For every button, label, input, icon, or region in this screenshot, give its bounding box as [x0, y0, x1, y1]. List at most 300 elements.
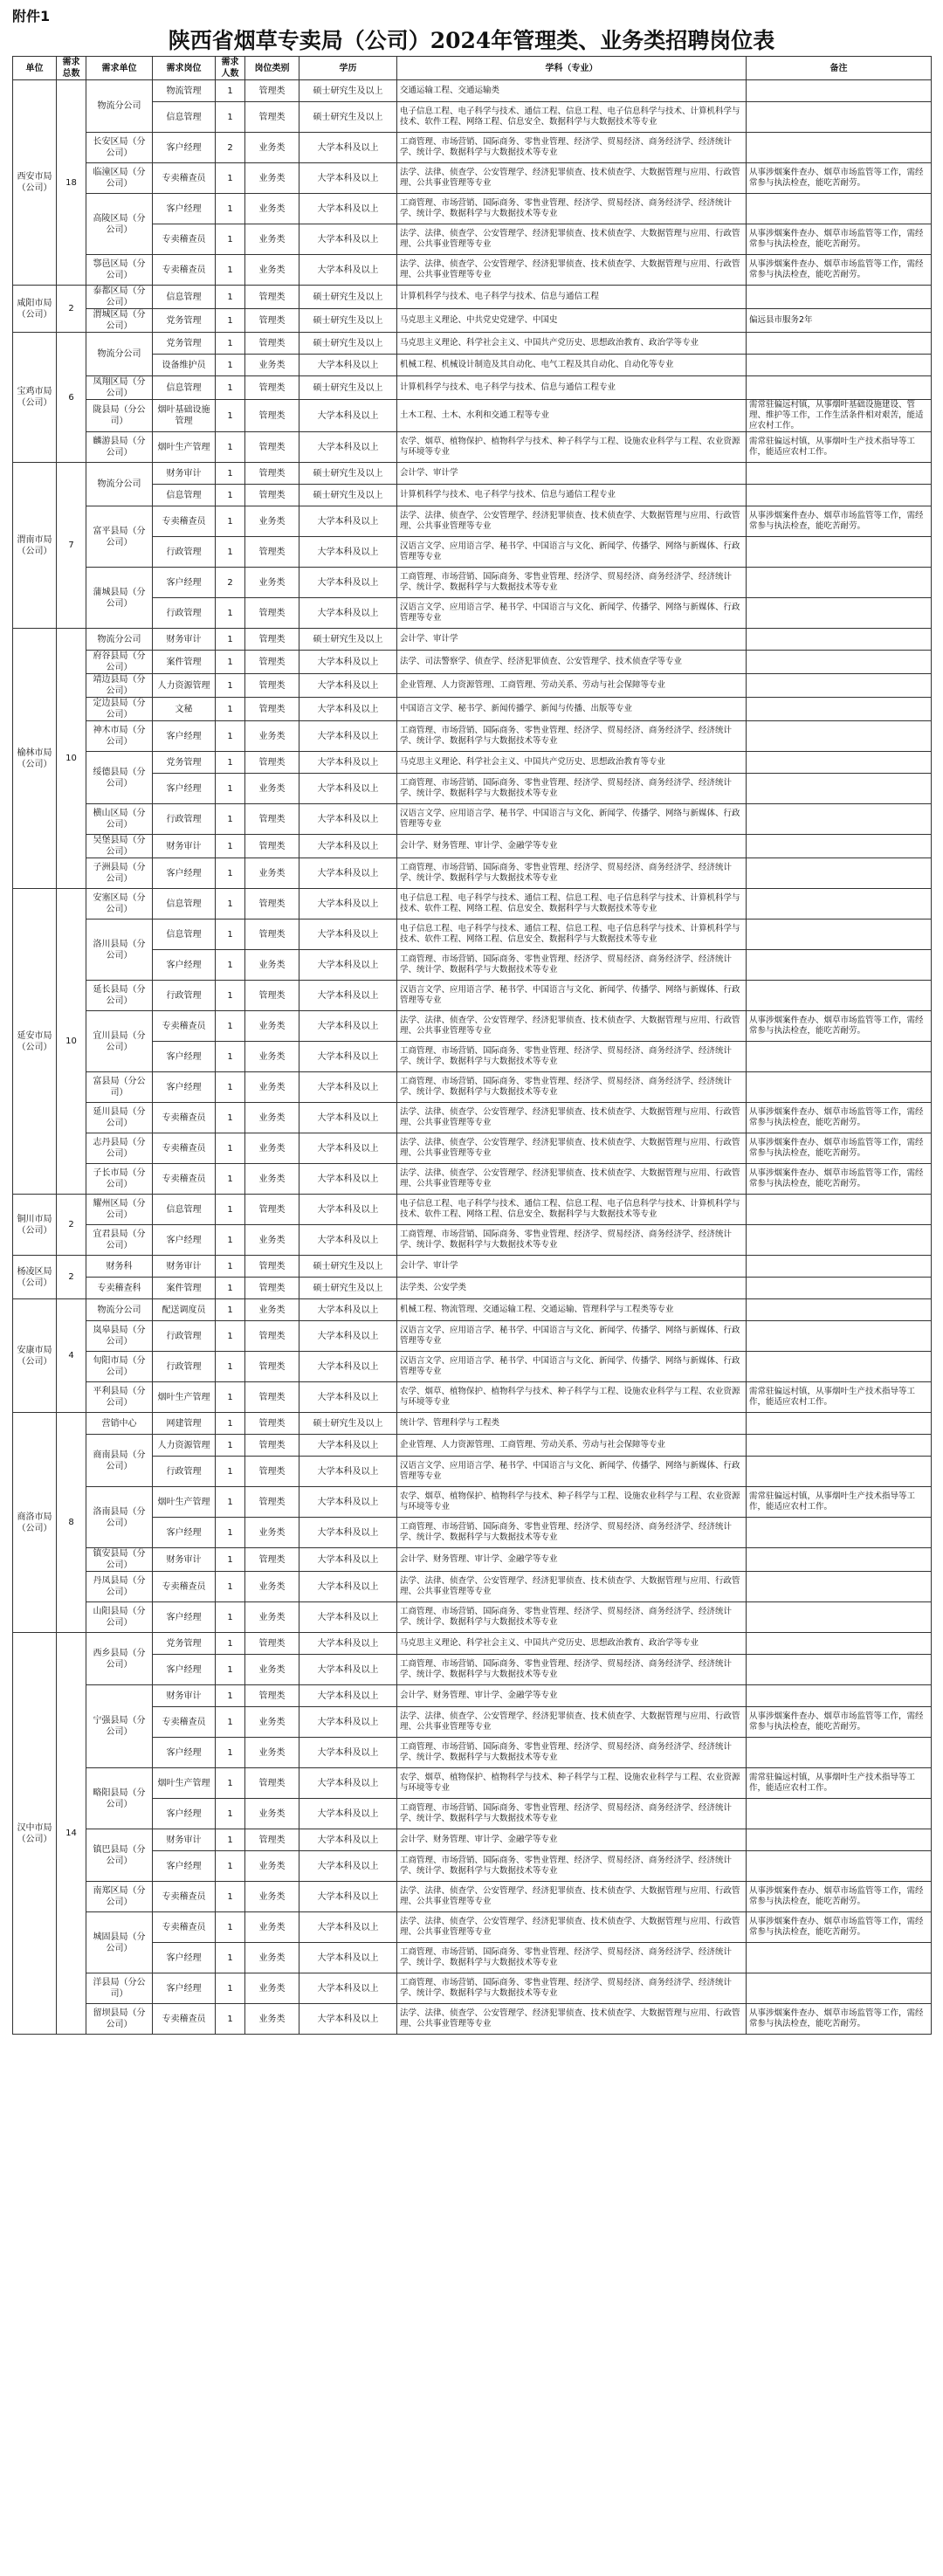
table-row — [13, 376, 932, 400]
position-cell: 客户经理 — [153, 568, 216, 598]
unit-cell: 铜川市局（公司） — [13, 1195, 57, 1256]
major-cell: 法学、法律、侦查学、公安管理学、经济犯罪侦查、技术侦查学、大数据管理与应用、行政管理、公共事业管理等专业 — [397, 506, 747, 537]
major-cell: 法学、法律、侦查学、公安管理学、经济犯罪侦查、技术侦查学、大数据管理与应用、行政管理、公共事业管理等专业 — [397, 1572, 747, 1602]
major-cell: 机械工程、物流管理、交通运输工程、交通运输、管理科学与工程类等专业 — [397, 1299, 747, 1321]
remarks-cell — [747, 133, 932, 163]
count-cell: 2 — [216, 133, 245, 163]
position-cell: 财务审计 — [153, 463, 216, 485]
remarks-cell — [747, 1352, 932, 1382]
total-cell: 2 — [57, 1195, 86, 1256]
category-cell: 管理类 — [245, 1548, 299, 1572]
table-row — [13, 1685, 932, 1707]
major-cell: 会计学、审计学 — [397, 463, 747, 485]
count-cell: 1 — [216, 163, 245, 194]
major-cell: 法学、法律、侦查学、公安管理学、经济犯罪侦查、技术侦查学、大数据管理与应用、行政管理、公共事业管理等专业 — [397, 163, 747, 194]
count-cell: 1 — [216, 485, 245, 506]
category-cell: 管理类 — [245, 835, 299, 858]
table-row — [13, 1435, 932, 1457]
position-cell: 烟叶生产管理 — [153, 1768, 216, 1799]
position-cell: 烟叶生产管理 — [153, 1487, 216, 1518]
remarks-cell — [747, 355, 932, 376]
position-cell: 专卖稽查员 — [153, 163, 216, 194]
position-cell: 信息管理 — [153, 920, 216, 950]
position-cell: 行政管理 — [153, 537, 216, 568]
major-cell: 马克思主义理论、科学社会主义、中国共产党历史、思想政治教育等专业 — [397, 752, 747, 774]
category-cell: 业务类 — [245, 1133, 299, 1164]
remarks-cell — [747, 835, 932, 858]
count-cell: 1 — [216, 1435, 245, 1457]
category-cell: 管理类 — [245, 889, 299, 920]
position-cell: 客户经理 — [153, 1655, 216, 1685]
position-cell: 人力资源管理 — [153, 674, 216, 698]
education-cell: 硕士研究生及以上 — [299, 102, 397, 133]
count-cell: 1 — [216, 1195, 245, 1225]
table-row — [13, 1299, 932, 1321]
dept-cell: 洛南县局（分公司） — [86, 1487, 153, 1548]
position-cell: 党务管理 — [153, 1633, 216, 1655]
education-cell: 大学本科及以上 — [299, 1103, 397, 1133]
count-cell: 1 — [216, 804, 245, 835]
education-cell: 大学本科及以上 — [299, 400, 397, 432]
remarks-cell — [747, 1195, 932, 1225]
education-cell: 大学本科及以上 — [299, 1435, 397, 1457]
major-cell: 工商管理、市场营销、国际商务、零售业管理、经济学、贸易经济、商务经济学、经济统计学、统计学、数据科学与大数据技术等专业 — [397, 568, 747, 598]
dept-cell: 略阳县局（分公司） — [86, 1768, 153, 1829]
dept-cell: 宁强县局（分公司） — [86, 1685, 153, 1768]
count-cell: 1 — [216, 80, 245, 102]
position-cell: 烟叶基础设施管理 — [153, 400, 216, 432]
category-cell: 管理类 — [245, 1768, 299, 1799]
major-cell: 统计学、管理科学与工程类 — [397, 1413, 747, 1435]
category-cell: 业务类 — [245, 1799, 299, 1829]
major-cell: 计算机科学与技术、电子科学与技术、信息与通信工程专业 — [397, 376, 747, 400]
unit-cell: 咸阳市局（公司） — [13, 286, 57, 333]
major-cell: 会计学、审计学 — [397, 629, 747, 651]
table-row — [13, 1256, 932, 1278]
education-cell: 大学本科及以上 — [299, 255, 397, 286]
education-cell: 硕士研究生及以上 — [299, 80, 397, 102]
count-cell: 1 — [216, 752, 245, 774]
count-cell: 1 — [216, 858, 245, 889]
category-cell: 管理类 — [245, 1633, 299, 1655]
total-cell: 4 — [57, 1299, 86, 1413]
position-cell: 党务管理 — [153, 309, 216, 333]
table-row — [13, 133, 932, 163]
category-cell: 管理类 — [245, 804, 299, 835]
dept-cell: 蒲城县局（分公司） — [86, 568, 153, 629]
table-row — [13, 333, 932, 355]
count-cell: 1 — [216, 309, 245, 333]
category-cell: 管理类 — [245, 102, 299, 133]
remarks-cell: 从事涉烟案件查办、烟草市场监管等工作，需经常参与执法检查，能吃苦耐劳。 — [747, 1164, 932, 1195]
count-cell: 1 — [216, 1352, 245, 1382]
position-cell: 信息管理 — [153, 889, 216, 920]
position-cell: 客户经理 — [153, 1602, 216, 1633]
education-cell: 大学本科及以上 — [299, 1164, 397, 1195]
table-row — [13, 1829, 932, 1851]
table-row — [13, 1321, 932, 1352]
count-cell: 1 — [216, 721, 245, 752]
position-cell: 行政管理 — [153, 1352, 216, 1382]
position-cell: 专卖稽查员 — [153, 255, 216, 286]
total-cell: 2 — [57, 1256, 86, 1299]
dept-cell: 府谷县局（分公司） — [86, 651, 153, 674]
count-cell: 1 — [216, 1633, 245, 1655]
category-cell: 管理类 — [245, 674, 299, 698]
unit-cell: 宝鸡市局（公司） — [13, 333, 57, 463]
position-cell: 专卖稽查员 — [153, 2004, 216, 2035]
table-row — [13, 1633, 932, 1655]
category-cell: 管理类 — [245, 333, 299, 355]
category-cell: 管理类 — [245, 1457, 299, 1487]
position-cell: 专卖稽查员 — [153, 1011, 216, 1042]
table-row — [13, 1548, 932, 1572]
table-row — [13, 1103, 932, 1133]
total-cell: 14 — [57, 1633, 86, 2035]
education-cell: 大学本科及以上 — [299, 1382, 397, 1413]
remarks-cell — [747, 376, 932, 400]
category-cell: 业务类 — [245, 1882, 299, 1912]
dept-cell: 泰都区局（分公司） — [86, 286, 153, 309]
education-cell: 大学本科及以上 — [299, 1973, 397, 2004]
major-cell: 会计学、财务管理、审计学、金融学等专业 — [397, 1685, 747, 1707]
count-cell: 1 — [216, 1278, 245, 1299]
category-cell: 业务类 — [245, 1851, 299, 1882]
position-cell: 财务审计 — [153, 1685, 216, 1707]
dept-cell: 物流分公司 — [86, 80, 153, 133]
category-cell: 管理类 — [245, 1487, 299, 1518]
remarks-cell: 从事涉烟案件查办、烟草市场监管等工作，需经常参与执法检查，能吃苦耐劳。 — [747, 163, 932, 194]
dept-cell: 留坝县局（分公司） — [86, 2004, 153, 2035]
position-cell: 案件管理 — [153, 651, 216, 674]
category-cell: 管理类 — [245, 485, 299, 506]
education-cell: 大学本科及以上 — [299, 1768, 397, 1799]
count-cell: 1 — [216, 333, 245, 355]
education-cell: 大学本科及以上 — [299, 950, 397, 981]
category-cell: 业务类 — [245, 1164, 299, 1195]
remarks-cell — [747, 698, 932, 721]
position-cell: 专卖稽查员 — [153, 1103, 216, 1133]
count-cell: 1 — [216, 835, 245, 858]
table-row — [13, 163, 932, 194]
unit-cell: 商洛市局（公司） — [13, 1413, 57, 1633]
education-cell: 大学本科及以上 — [299, 1225, 397, 1256]
position-cell: 专卖稽查员 — [153, 1572, 216, 1602]
category-cell: 管理类 — [245, 629, 299, 651]
dept-cell: 物流分公司 — [86, 463, 153, 506]
count-cell: 1 — [216, 889, 245, 920]
education-cell: 硕士研究生及以上 — [299, 485, 397, 506]
major-cell: 土木工程、土木、水利和交通工程等专业 — [397, 400, 747, 432]
header-position: 需求岗位 — [153, 57, 216, 80]
major-cell: 工商管理、市场营销、国际商务、零售业管理、经济学、贸易经济、商务经济学、经济统计学、统计学、数据科学与大数据技术等专业 — [397, 1602, 747, 1633]
remarks-cell — [747, 485, 932, 506]
table-row — [13, 721, 932, 752]
education-cell: 大学本科及以上 — [299, 1882, 397, 1912]
dept-cell: 延川县局（分公司） — [86, 1103, 153, 1133]
position-cell: 客户经理 — [153, 774, 216, 804]
major-cell: 会计学、财务管理、审计学、金融学等专业 — [397, 1829, 747, 1851]
position-cell: 客户经理 — [153, 1799, 216, 1829]
dept-cell: 靖边县局（分公司） — [86, 674, 153, 698]
remarks-cell: 需常驻偏远村镇，从事烟叶生产技术指导等工作，能适应农村工作。 — [747, 1382, 932, 1413]
position-cell: 客户经理 — [153, 721, 216, 752]
remarks-cell — [747, 920, 932, 950]
position-cell: 物流管理 — [153, 80, 216, 102]
position-cell: 专卖稽查员 — [153, 1882, 216, 1912]
major-cell: 电子信息工程、电子科学与技术、通信工程、信息工程、电子信息科学与技术、计算机科学与技术、软件工程、网络工程、信息安全、数据科学与大数据技术等专业 — [397, 920, 747, 950]
category-cell: 业务类 — [245, 721, 299, 752]
education-cell: 硕士研究生及以上 — [299, 1413, 397, 1435]
remarks-cell — [747, 537, 932, 568]
table-body — [13, 80, 932, 2035]
position-cell: 人力资源管理 — [153, 1435, 216, 1457]
category-cell: 业务类 — [245, 1943, 299, 1973]
dept-cell: 商南县局（分公司） — [86, 1435, 153, 1487]
education-cell: 硕士研究生及以上 — [299, 376, 397, 400]
position-cell: 烟叶生产管理 — [153, 1382, 216, 1413]
table-row — [13, 2004, 932, 2035]
count-cell: 1 — [216, 2004, 245, 2035]
remarks-cell: 从事涉烟案件查办、烟草市场监管等工作，需经常参与执法检查，能吃苦耐劳。 — [747, 224, 932, 255]
position-cell: 财务审计 — [153, 629, 216, 651]
category-cell: 业务类 — [245, 506, 299, 537]
category-cell: 业务类 — [245, 133, 299, 163]
table-row — [13, 80, 932, 102]
count-cell: 1 — [216, 1011, 245, 1042]
count-cell: 1 — [216, 1457, 245, 1487]
count-cell: 2 — [216, 568, 245, 598]
category-cell: 管理类 — [245, 1685, 299, 1707]
remarks-cell: 从事涉烟案件查办、烟草市场监管等工作，需经常参与执法检查，能吃苦耐劳。 — [747, 1133, 932, 1164]
header-education: 学历 — [299, 57, 397, 80]
education-cell: 大学本科及以上 — [299, 568, 397, 598]
remarks-cell — [747, 674, 932, 698]
education-cell: 大学本科及以上 — [299, 1707, 397, 1738]
table-row — [13, 400, 932, 432]
position-cell: 财务审计 — [153, 1548, 216, 1572]
education-cell: 大学本科及以上 — [299, 674, 397, 698]
category-cell: 业务类 — [245, 224, 299, 255]
remarks-cell — [747, 858, 932, 889]
major-cell: 农学、烟草、植物保护、植物科学与技术、种子科学与工程、设施农业科学与工程、农业资源与环境等专业 — [397, 1487, 747, 1518]
category-cell: 管理类 — [245, 376, 299, 400]
major-cell: 工商管理、市场营销、国际商务、零售业管理、经济学、贸易经济、商务经济学、经济统计学、统计学、数据科学与大数据技术等专业 — [397, 1799, 747, 1829]
education-cell: 大学本科及以上 — [299, 224, 397, 255]
remarks-cell: 从事涉烟案件查办、烟草市场监管等工作，需经常参与执法检查，能吃苦耐劳。 — [747, 506, 932, 537]
table-row — [13, 255, 932, 286]
education-cell: 大学本科及以上 — [299, 1602, 397, 1633]
table-row — [13, 858, 932, 889]
dept-cell: 丹凤县局（分公司） — [86, 1572, 153, 1602]
position-cell: 文秘 — [153, 698, 216, 721]
dept-cell: 耀州区局（分公司） — [86, 1195, 153, 1225]
major-cell: 法学、法律、侦查学、公安管理学、经济犯罪侦查、技术侦查学、大数据管理与应用、行政管理、公共事业管理等专业 — [397, 224, 747, 255]
major-cell: 中国语言文学、秘书学、新闻传播学、新闻与传播、出版等专业 — [397, 698, 747, 721]
table-row — [13, 835, 932, 858]
dept-cell: 延长县局（分公司） — [86, 981, 153, 1011]
remarks-cell — [747, 1278, 932, 1299]
category-cell: 业务类 — [245, 255, 299, 286]
education-cell: 大学本科及以上 — [299, 1738, 397, 1768]
dept-cell: 城固县局（分公司） — [86, 1912, 153, 1973]
dept-cell: 吴堡县局（分公司） — [86, 835, 153, 858]
position-cell: 客户经理 — [153, 1225, 216, 1256]
table-row — [13, 1133, 932, 1164]
count-cell: 1 — [216, 629, 245, 651]
position-cell: 信息管理 — [153, 485, 216, 506]
category-cell: 管理类 — [245, 80, 299, 102]
major-cell: 会计学、财务管理、审计学、金融学等专业 — [397, 835, 747, 858]
count-cell: 1 — [216, 1851, 245, 1882]
position-cell: 信息管理 — [153, 286, 216, 309]
table-row — [13, 1413, 932, 1435]
education-cell: 大学本科及以上 — [299, 537, 397, 568]
count-cell: 1 — [216, 1072, 245, 1103]
major-cell: 农学、烟草、植物保护、植物科学与技术、种子科学与工程、设施农业科学与工程、农业资源与环境等专业 — [397, 432, 747, 463]
remarks-cell — [747, 1518, 932, 1548]
major-cell: 电子信息工程、电子科学与技术、通信工程、信息工程、电子信息科学与技术、计算机科学与技术、软件工程、网络工程、信息安全、数据科学与大数据技术等专业 — [397, 1195, 747, 1225]
count-cell: 1 — [216, 1829, 245, 1851]
position-cell: 案件管理 — [153, 1278, 216, 1299]
position-cell: 专卖稽查员 — [153, 224, 216, 255]
remarks-cell — [747, 463, 932, 485]
table-row — [13, 1973, 932, 2004]
dept-cell: 横山区局（分公司） — [86, 804, 153, 835]
major-cell: 工商管理、市场营销、国际商务、零售业管理、经济学、贸易经济、商务经济学、经济统计学、统计学、数据科学与大数据技术等专业 — [397, 1042, 747, 1072]
category-cell: 管理类 — [245, 432, 299, 463]
count-cell: 1 — [216, 1973, 245, 2004]
education-cell: 大学本科及以上 — [299, 981, 397, 1011]
remarks-cell: 偏远县市服务2年 — [747, 309, 932, 333]
position-cell: 行政管理 — [153, 981, 216, 1011]
position-cell: 财务审计 — [153, 1256, 216, 1278]
category-cell: 管理类 — [245, 1435, 299, 1457]
header-category: 岗位类别 — [245, 57, 299, 80]
education-cell: 大学本科及以上 — [299, 1912, 397, 1943]
dept-cell: 麟游县局（分公司） — [86, 432, 153, 463]
major-cell: 马克思主义理论、科学社会主义、中国共产党历史、思想政治教育、政治学等专业 — [397, 333, 747, 355]
remarks-cell — [747, 1685, 932, 1707]
major-cell: 法学、法律、侦查学、公安管理学、经济犯罪侦查、技术侦查学、大数据管理与应用、行政管理、公共事业管理等专业 — [397, 1103, 747, 1133]
category-cell: 管理类 — [245, 598, 299, 629]
recruitment-table — [12, 56, 932, 2035]
unit-cell: 西安市局（公司） — [13, 80, 57, 286]
major-cell: 工商管理、市场营销、国际商务、零售业管理、经济学、贸易经济、商务经济学、经济统计学、统计学、数据科学与大数据技术等专业 — [397, 950, 747, 981]
table-row — [13, 463, 932, 485]
category-cell: 业务类 — [245, 1572, 299, 1602]
count-cell: 1 — [216, 1882, 245, 1912]
major-cell: 工商管理、市场营销、国际商务、零售业管理、经济学、贸易经济、商务经济学、经济统计学、统计学、数据科学与大数据技术等专业 — [397, 721, 747, 752]
education-cell: 硕士研究生及以上 — [299, 286, 397, 309]
remarks-cell — [747, 651, 932, 674]
table-row — [13, 432, 932, 463]
unit-cell: 汉中市局（公司） — [13, 1633, 57, 2035]
table-row — [13, 1278, 932, 1299]
position-cell: 专卖稽查员 — [153, 1164, 216, 1195]
education-cell: 大学本科及以上 — [299, 133, 397, 163]
count-cell: 1 — [216, 950, 245, 981]
category-cell: 业务类 — [245, 1973, 299, 2004]
education-cell: 大学本科及以上 — [299, 1548, 397, 1572]
dept-cell: 陇县局（分公司） — [86, 400, 153, 432]
position-cell: 专卖稽查员 — [153, 1133, 216, 1164]
major-cell: 法学、法律、侦查学、公安管理学、经济犯罪侦查、技术侦查学、大数据管理与应用、行政管理、公共事业管理等专业 — [397, 2004, 747, 2035]
remarks-cell — [747, 1072, 932, 1103]
remarks-cell: 需常驻偏远村镇，从事烟叶生产技术指导等工作，能适应农村工作。 — [747, 1487, 932, 1518]
dept-cell: 洋县局（分公司） — [86, 1973, 153, 2004]
table-row — [13, 698, 932, 721]
education-cell: 大学本科及以上 — [299, 1011, 397, 1042]
education-cell: 大学本科及以上 — [299, 1321, 397, 1352]
table-row — [13, 981, 932, 1011]
position-cell: 专卖稽查员 — [153, 506, 216, 537]
major-cell: 汉语言文学、应用语言学、秘书学、中国语言与文化、新闻学、传播学、网络与新媒体、行政管理等专业 — [397, 537, 747, 568]
education-cell: 大学本科及以上 — [299, 1457, 397, 1487]
count-cell: 1 — [216, 1487, 245, 1518]
major-cell: 法学、法律、侦查学、公安管理学、经济犯罪侦查、技术侦查学、大数据管理与应用、行政管理、公共事业管理等专业 — [397, 1164, 747, 1195]
education-cell: 大学本科及以上 — [299, 1072, 397, 1103]
table-row — [13, 804, 932, 835]
remarks-cell — [747, 774, 932, 804]
remarks-cell — [747, 1633, 932, 1655]
unit-cell: 榆林市局（公司） — [13, 629, 57, 889]
education-cell: 大学本科及以上 — [299, 163, 397, 194]
major-cell: 法学、法律、侦查学、公安管理学、经济犯罪侦查、技术侦查学、大数据管理与应用、行政管理、公共事业管理等专业 — [397, 1011, 747, 1042]
education-cell: 硕士研究生及以上 — [299, 1256, 397, 1278]
category-cell: 业务类 — [245, 194, 299, 224]
table-row — [13, 1164, 932, 1195]
dept-cell: 神木市局（分公司） — [86, 721, 153, 752]
remarks-cell: 从事涉烟案件查办、烟草市场监管等工作，需经常参与执法检查，能吃苦耐劳。 — [747, 1882, 932, 1912]
position-cell: 客户经理 — [153, 1851, 216, 1882]
position-cell: 配送调度员 — [153, 1299, 216, 1321]
header-count: 需求人数 — [216, 57, 245, 80]
remarks-cell: 从事涉烟案件查办、烟草市场监管等工作，需经常参与执法检查，能吃苦耐劳。 — [747, 1011, 932, 1042]
category-cell: 业务类 — [245, 1103, 299, 1133]
position-cell: 行政管理 — [153, 804, 216, 835]
count-cell: 1 — [216, 1133, 245, 1164]
education-cell: 大学本科及以上 — [299, 1799, 397, 1829]
remarks-cell — [747, 752, 932, 774]
major-cell: 汉语言文学、应用语言学、秘书学、中国语言与文化、新闻学、传播学、网络与新媒体、行政管理等专业 — [397, 1321, 747, 1352]
education-cell: 大学本科及以上 — [299, 1042, 397, 1072]
position-cell: 党务管理 — [153, 752, 216, 774]
education-cell: 大学本科及以上 — [299, 1633, 397, 1655]
category-cell: 业务类 — [245, 1072, 299, 1103]
position-cell: 专卖稽查员 — [153, 1707, 216, 1738]
table-row — [13, 1011, 932, 1042]
education-cell: 大学本科及以上 — [299, 920, 397, 950]
dept-cell: 山阳县局（分公司） — [86, 1602, 153, 1633]
table-row — [13, 1487, 932, 1518]
category-cell: 管理类 — [245, 286, 299, 309]
count-cell: 1 — [216, 1548, 245, 1572]
position-cell: 财务审计 — [153, 1829, 216, 1851]
education-cell: 硕士研究生及以上 — [299, 1278, 397, 1299]
remarks-cell — [747, 80, 932, 102]
remarks-cell — [747, 333, 932, 355]
count-cell: 1 — [216, 598, 245, 629]
education-cell: 大学本科及以上 — [299, 1572, 397, 1602]
education-cell: 大学本科及以上 — [299, 1299, 397, 1321]
remarks-cell — [747, 1602, 932, 1633]
remarks-cell: 需常驻偏远村镇，从事烟叶生产技术指导等工作，能适应农村工作。 — [747, 1768, 932, 1799]
education-cell: 大学本科及以上 — [299, 804, 397, 835]
count-cell: 1 — [216, 102, 245, 133]
position-cell: 信息管理 — [153, 376, 216, 400]
education-cell: 大学本科及以上 — [299, 1655, 397, 1685]
